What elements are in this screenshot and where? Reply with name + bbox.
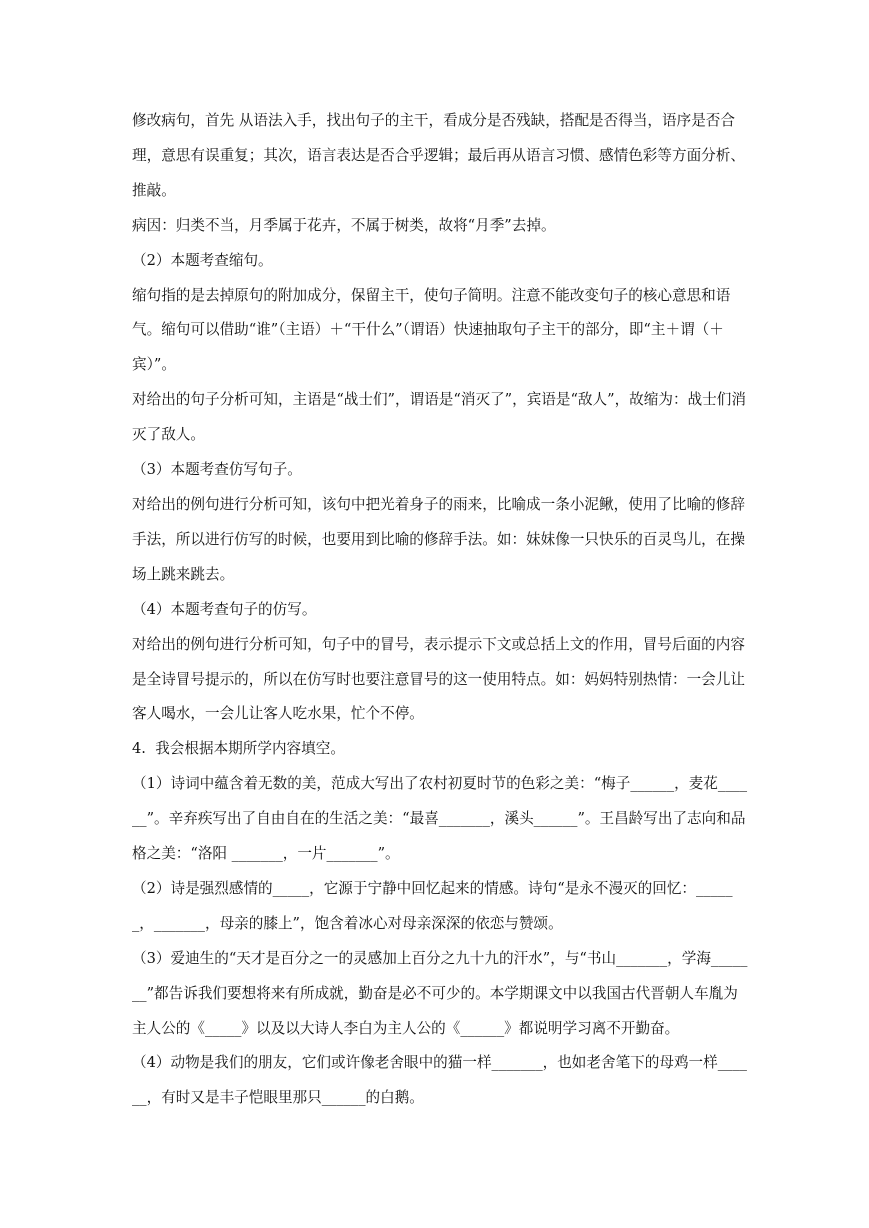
paragraph-imitate-analysis: 对给出的例句进行分析可知，该句中把光着身子的雨来，比喻成一条小泥鳅，使用了比喻的修辞手法，所以进行仿写的时候，也要用到比喻的修辞手法。如：妹妹像一只快乐的百灵鸟儿，在操场上跳来跳去。 [132,495,745,583]
question-4-part-3: （3）爱迪生的“天才是百分之一的灵感加上百分之九十九的汗水”，与“书山_______，学海_______”都告诉我们要想将来有所成就，勤奋是必不可少的。本学期课文中以我国古代晋朝人车胤为主人公的《_____》以及以大诗人李白为主人公的《______》都说明学习离不开勤奋。 [132,949,748,1037]
question-4-title: 4. 我会根据本期所学内容填空。 [132,740,345,758]
paragraph-q3-heading: （3）本题考查仿写句子。 [132,461,302,479]
question-4-part-2: （2）诗是强烈感情的_____，它源于宁静中回忆起来的情感。诗句“是永不漫灭的回忆：______，_______，母亲的膝上”，饱含着冰心对母亲深深的依恋与赞颂。 [132,879,733,932]
paragraph-colon-analysis: 对给出的例句进行分析可知，句子中的冒号，表示提示下文或总括上文的作用，冒号后面的内容是全诗冒号提示的，所以在仿写时也要注意冒号的这一使用特点。如：妈妈特别热情：一会儿让客人喝水，一会儿让客人吃水果，忙个不停。 [132,635,745,723]
question-4-part-1: （1）诗词中蕴含着无数的美，范成大写出了农村初夏时节的色彩之美：“梅子______，麦花______”。辛弃疾写出了自由自在的生活之美：“最喜_______，溪头______”。王昌龄写出了志向和品格之美：“洛阳 _______，一片_______”。 [132,775,748,863]
paragraph-q4-heading: （4）本题考查句子的仿写。 [132,600,317,618]
paragraph-cause: 病因：归类不当，月季属于花卉，不属于树类，故将“月季”去掉。 [132,216,556,234]
paragraph-revision-method: 修改病句，首先 从语法入手，找出句子的主干，看成分是否残缺，搭配是否得当，语序是否合理，意思有误重复；其次，语言表达是否合乎逻辑；最后再从语言习惯、感情色彩等方面分析、推敲。 [132,112,745,199]
paragraph-condense-analysis: 对给出的句子分析可知，主语是“战士们”，谓语是“消灭了”，宾语是“敌人”，故缩为：战士们消灭了敌人。 [132,391,746,444]
document-body [132,104,750,1116]
paragraph-q2-heading: （2）本题考查缩句。 [132,251,273,269]
paragraph-condense-explain: 缩句指的是去掉原句的附加成分，保留主干，使句子简明。注意不能改变句子的核心意思和语气。缩句可以借助“谁”（主语）＋“干什么”（谓语）快速抽取句子主干的部分，即“主＋谓（＋宾）”。 [132,286,731,374]
question-4-part-4: （4）动物是我们的朋友，它们或许像老舍眼中的猫一样_______，也如老舍笔下的母鸡一样______，有时又是丰子恺眼里那只______的白鹅。 [132,1054,747,1107]
